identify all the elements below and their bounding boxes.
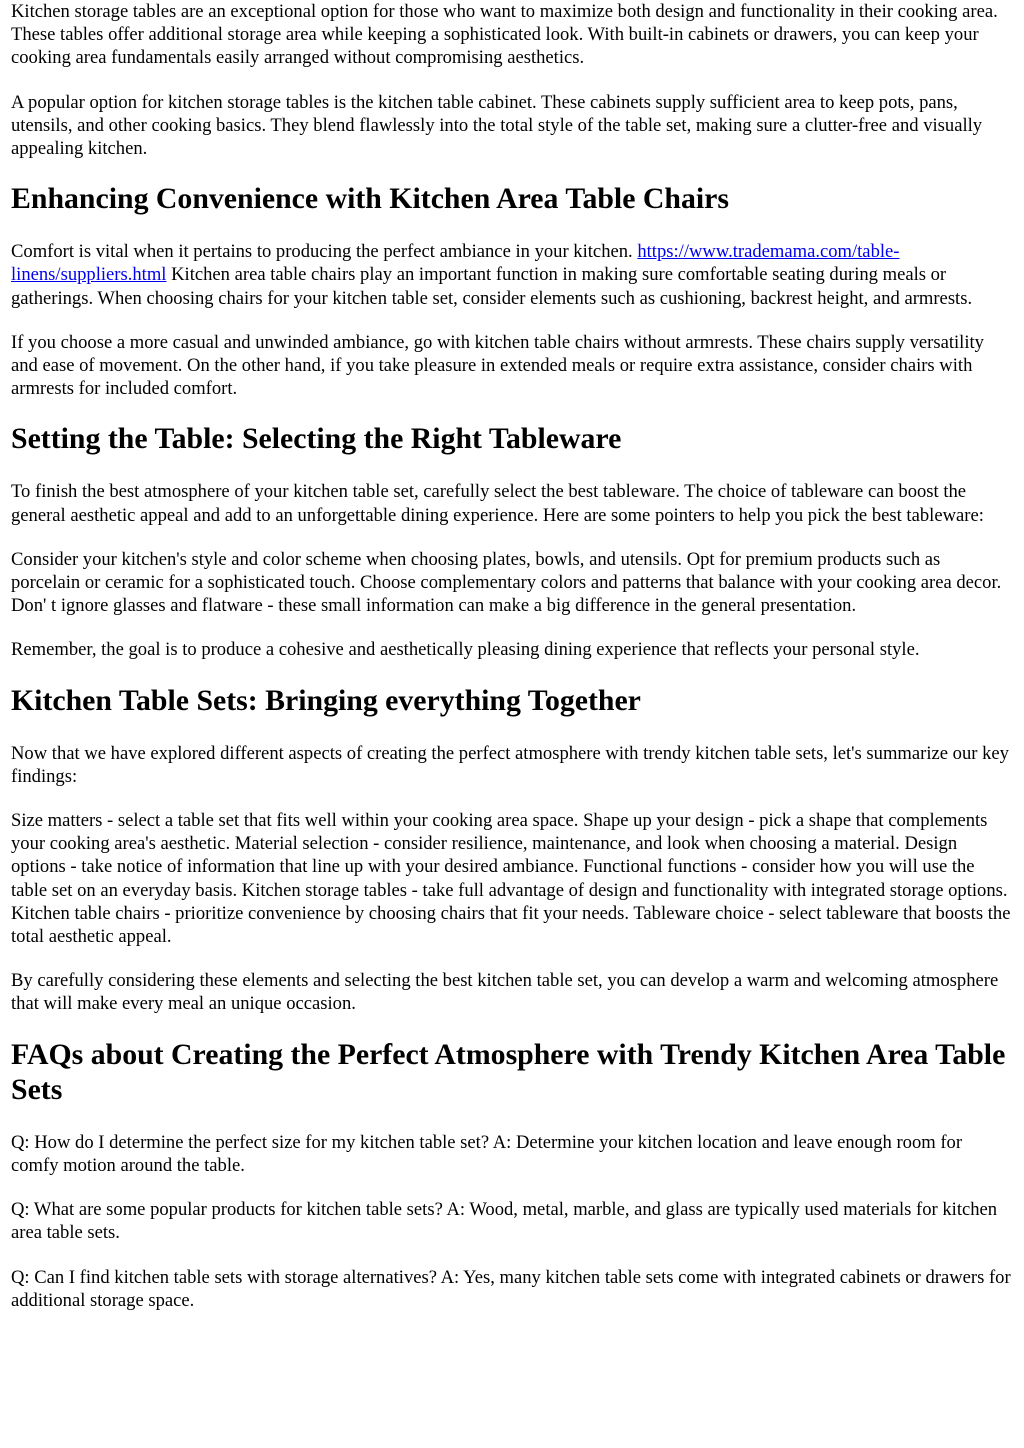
- chairs-paragraph-1-lead: Comfort is vital when it pertains to producing the perfect ambiance in your kitchen.: [11, 241, 638, 263]
- section-heading-together: Kitchen Table Sets: Bringing everything Together: [11, 683, 641, 717]
- section-heading-tableware: Setting the Table: Selecting the Right Tableware: [11, 422, 622, 456]
- section-heading-chairs: Enhancing Convenience with Kitchen Area Table Chairs: [11, 182, 729, 216]
- chairs-paragraph-1-tail: Kitchen area table chairs play an important function in making sure comfortable seating during meals or gatherings. When choosing chairs for your kitchen table set, consider elements such as cushioning, backrest height, and armrests.: [11, 264, 973, 309]
- intro-paragraph-2: A popular option for kitchen storage tables is the kitchen table cabinet. These cabinets supply sufficient area to keep pots, pans, utensils, and other cooking basics. They blend flawlessly into the total style of the table set, making sure a clutter-free and visually appealing kitchen.: [11, 91, 983, 160]
- together-paragraph-3: By carefully considering these elements and selecting the best kitchen table set, you can develop a warm and welcoming atmosphere that will make every meal an unique occasion.: [11, 970, 999, 1015]
- section-heading-faqs: FAQs about Creating the Perfect Atmosphere with Trendy Kitchen Area Table Sets: [11, 1037, 1006, 1106]
- tableware-paragraph-2: Consider your kitchen's style and color scheme when choosing plates, bowls, and utensils. Opt for premium products such as porcelain or ceramic for a sophisticated touch. Choose complementary colors and patterns that balance with your cooking area decor. Don' t ignore glasses and flatware - these small information can make a big difference in the general presentation.: [11, 548, 1002, 617]
- faq-item-2: Q: What are some popular products for kitchen table sets? A: Wood, metal, marble, and glass are typically used materials for kitchen area table sets.: [11, 1199, 998, 1244]
- trademama-link[interactable]: https://www.trademama.com/table-linens/suppliers.html: [11, 241, 900, 286]
- chairs-paragraph-2: If you choose a more casual and unwinded ambiance, go with kitchen table chairs without armrests. These chairs supply versatility and ease of movement. On the other hand, if you take pleasure in extended meals or require extra assistance, consider chairs with armrests for included comfort.: [11, 331, 984, 400]
- tableware-paragraph-1: To finish the best atmosphere of your kitchen table set, carefully select the best tableware. The choice of tableware can boost the general aesthetic appeal and add to an unforgettable dining experience. Here are some pointers to help you pick the best tableware:: [11, 481, 984, 526]
- tableware-paragraph-3: Remember, the goal is to produce a cohesive and aesthetically pleasing dining experience that reflects your personal style.: [11, 639, 920, 661]
- together-paragraph-1: Now that we have explored different aspects of creating the perfect atmosphere with trendy kitchen table sets, let's summarize our key findings:: [11, 742, 1009, 787]
- faq-item-1: Q: How do I determine the perfect size for my kitchen table set? A: Determine your kitchen location and leave enough room for comfy motion around the table.: [11, 1131, 963, 1176]
- chairs-paragraph-1: [11, 240, 1014, 310]
- faq-item-3: Q: Can I find kitchen table sets with storage alternatives? A: Yes, many kitchen table sets come with integrated cabinets or drawers for additional storage space.: [11, 1266, 1011, 1311]
- together-paragraph-2: Size matters - select a table set that fits well within your cooking area space. Shape up your design - pick a shape that complements your cooking area's aesthetic. Material selection - consider resilience, maintenance, and look when choosing a material. Design options - take notice of information that line up with your desired ambiance. Functional functions - consider how you will use the table set on an everyday basis. Kitchen storage tables - take full advantage of design and functionality with integrated storage options. Kitchen table chairs - prioritize convenience by choosing chairs that fit your needs. Tableware choice - select tableware that boosts the total aesthetic appeal.: [11, 810, 1011, 948]
- intro-paragraph-1: Kitchen storage tables are an exceptional option for those who want to maximize both design and functionality in their cooking area. These tables offer additional storage area while keeping a sophisticated look. With built-in cabinets or drawers, you can keep your cooking area fundamentals easily arranged without compromising aesthetics.: [11, 1, 998, 69]
